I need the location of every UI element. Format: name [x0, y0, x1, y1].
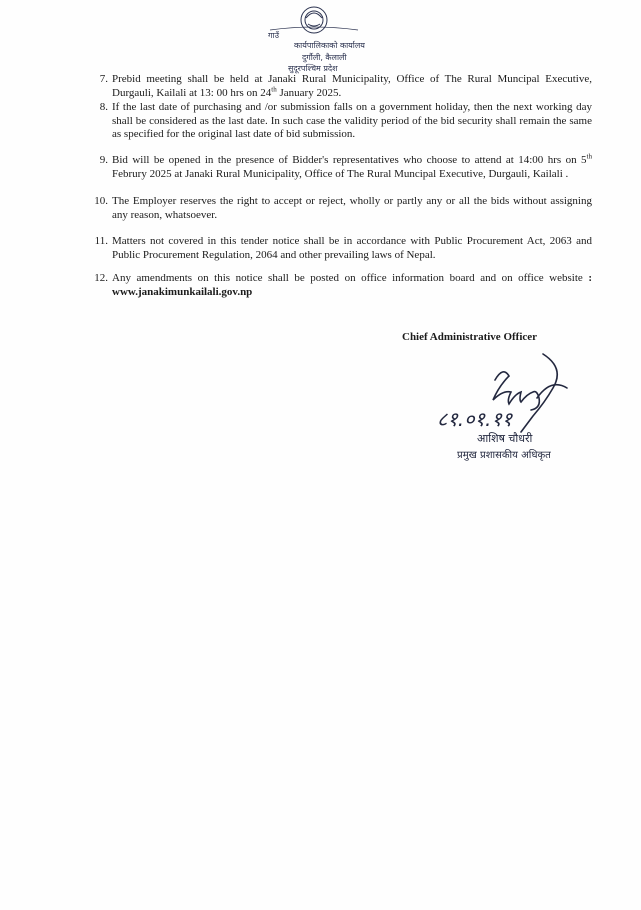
signatory-title: Chief Administrative Officer: [402, 331, 538, 343]
clause-number: 12.: [94, 272, 108, 284]
clause-number: 10.: [94, 195, 108, 207]
clause-number: 7.: [99, 73, 108, 85]
clause-11: [94, 235, 592, 262]
website-link: : www.janakimunkailali.gov.np: [112, 272, 592, 298]
svg-text:दुर्गौली, कैलाली: दुर्गौली, कैलाली: [302, 53, 347, 62]
clause-text: Prebid meeting shall be held at Janaki Rural Municipality, Office of The Rural Muncipal Executive, Durgauli, Kailali at 13: 00 hrs on 24th January 2025.: [112, 73, 592, 99]
clause-7: [99, 73, 592, 100]
svg-text:सुदूरपश्चिम प्रदेश: सुदूरपश्चिम प्रदेश: [288, 64, 338, 73]
svg-text:गाउँ: गाउँ: [268, 31, 279, 40]
clause-text: If the last date of purchasing and /or submission falls on a government holiday, then the next working day shall be considered as the last date. In such case the validity period of the bid security shall remain the same as specified for the original last date of bid submission.: [112, 101, 592, 141]
svg-text:कार्यपालिकाको कार्यालय: कार्यपालिकाको कार्यालय: [294, 41, 365, 50]
clause-12: [94, 272, 592, 299]
clause-text: Matters not covered in this tender notice shall be in accordance with Public Procurement Act, 2063 and Public Procurement Regulation, 2064 and other prevailing laws of Nepal.: [112, 235, 592, 261]
clause-8: [99, 101, 592, 142]
signature-date: ८१.०१.११: [437, 407, 513, 431]
clause-9: [99, 152, 592, 181]
clause-number: 11.: [94, 235, 108, 247]
clause-10: [94, 195, 592, 222]
signatory-designation: प्रमुख प्रशासकीय अधिकृत: [457, 450, 551, 461]
official-stamp: [258, 0, 370, 84]
clause-text: Bid will be opened in the presence of Bidder's representatives who choose to attend at 14:00 hrs on 5th Februry 2025 at Janaki Rural Municipality, Office of The Rural Muncipal Executive, Durgauli, Kailali .: [112, 152, 592, 180]
signatory-name: आशिष चौधरी: [477, 432, 533, 445]
clause-text: The Employer reserves the right to accept or reject, wholly or partly any or all the bids without assigning any reason, whatsoever.: [112, 195, 592, 221]
handwritten-signature: [425, 340, 590, 470]
clause-number: 9.: [99, 154, 108, 166]
clause-number: 8.: [99, 101, 108, 113]
clause-text: Any amendments on this notice shall be posted on office information board and on office website : www.janakimunkailali.gov.np: [112, 272, 592, 298]
